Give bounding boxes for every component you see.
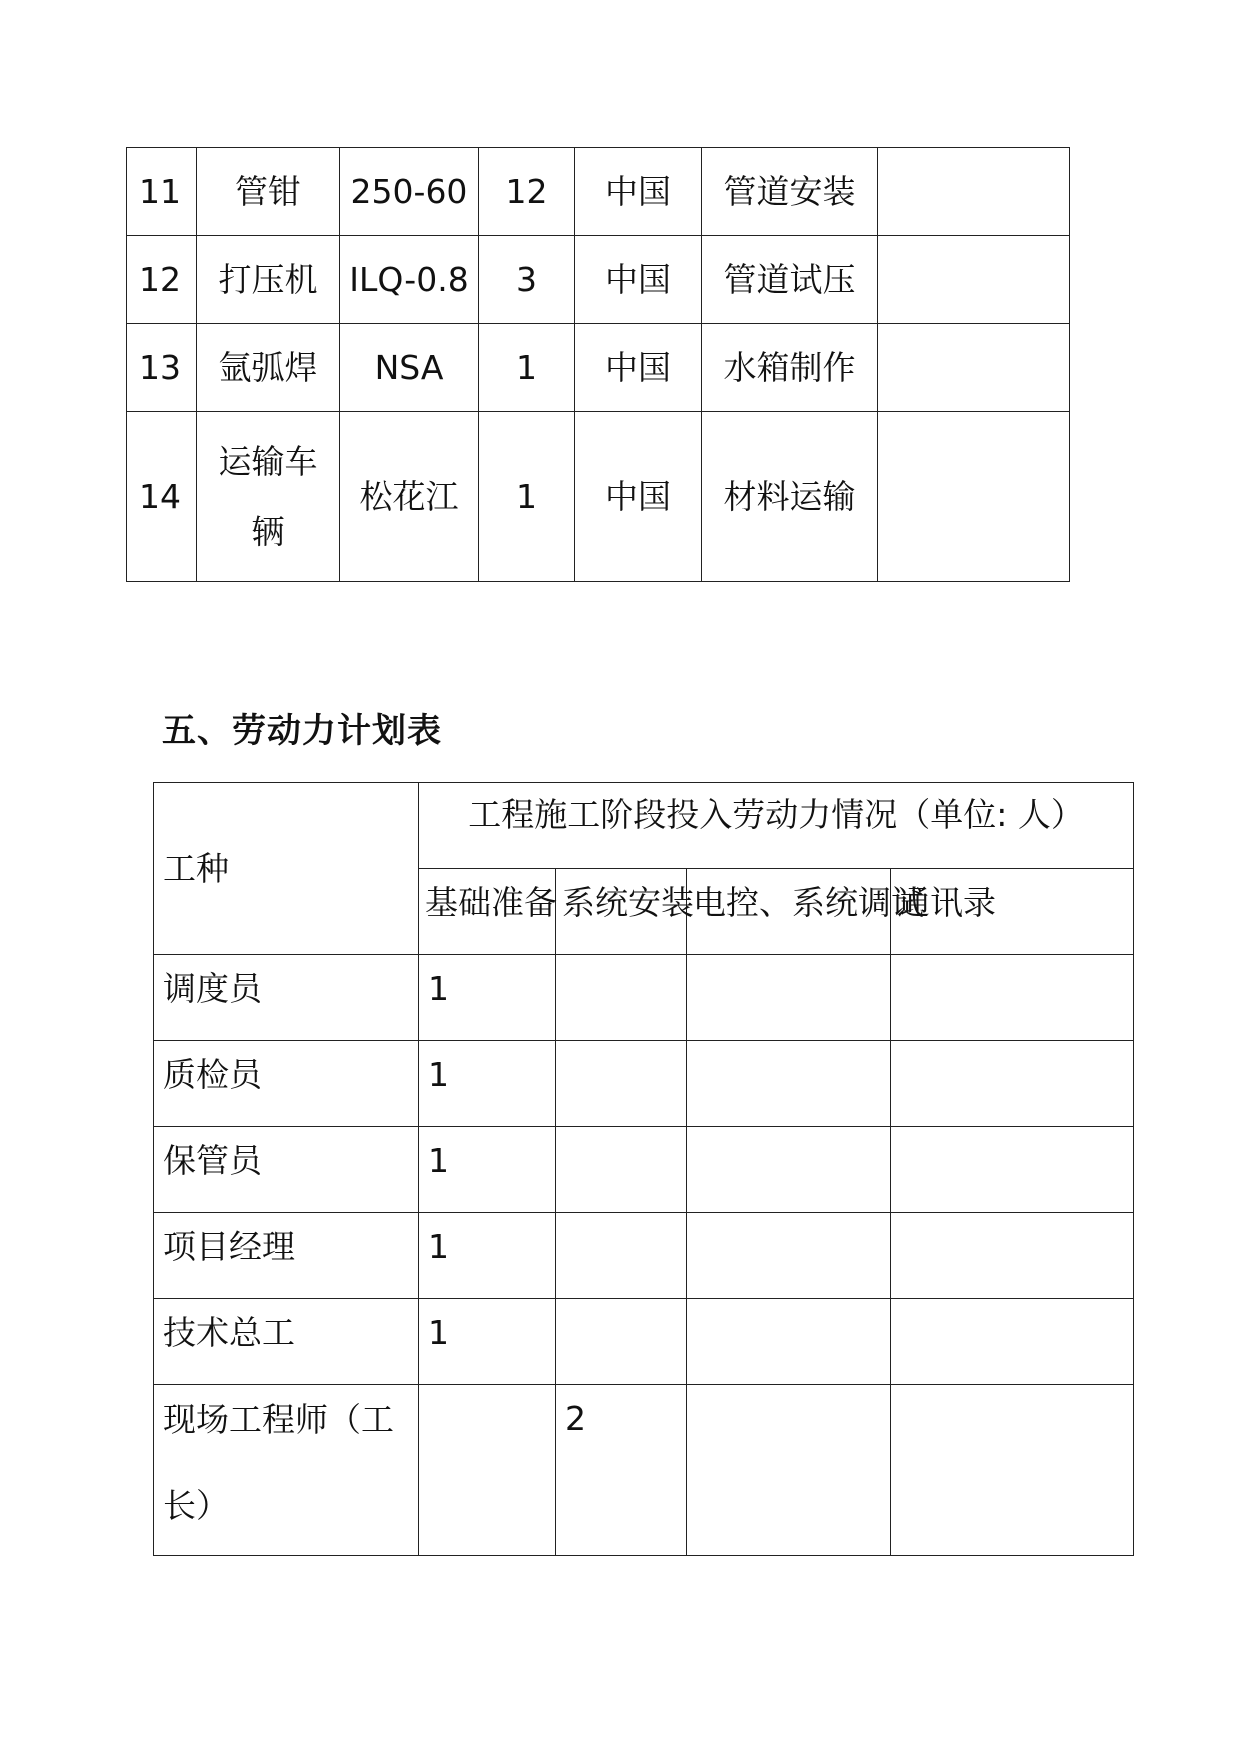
equipment-name: 运输车辆	[197, 412, 340, 582]
value-cell: 1	[419, 1213, 556, 1299]
table-row	[154, 1299, 1134, 1385]
row-number: 14	[127, 412, 197, 582]
table-row	[127, 148, 1070, 236]
table-row	[154, 955, 1134, 1041]
equipment-remark	[878, 236, 1070, 324]
stage-header: 电控、系统调试	[687, 869, 891, 955]
equipment-origin: 中国	[575, 236, 702, 324]
worktype-cell: 技术总工	[154, 1299, 419, 1385]
stage-group-header: 工程施工阶段投入劳动力情况（单位: 人）	[419, 783, 1134, 869]
stage-header: 基础准备	[419, 869, 556, 955]
value-cell	[556, 955, 687, 1041]
value-cell	[556, 1127, 687, 1213]
table-row	[154, 1127, 1134, 1213]
value-cell: 2	[556, 1385, 687, 1556]
value-cell: 1	[419, 1299, 556, 1385]
value-cell	[687, 1385, 891, 1556]
table-row	[127, 412, 1070, 582]
equipment-model: NSA	[340, 324, 479, 412]
equipment-table	[126, 147, 1070, 582]
equipment-name: 氩弧焊	[197, 324, 340, 412]
table-row	[154, 1041, 1134, 1127]
table-row	[127, 324, 1070, 412]
equipment-remark	[878, 324, 1070, 412]
value-cell	[419, 1385, 556, 1556]
value-cell	[891, 1299, 1134, 1385]
worktype-cell: 项目经理	[154, 1213, 419, 1299]
stage-header: 系统安装	[556, 869, 687, 955]
value-cell: 1	[419, 955, 556, 1041]
row-number: 13	[127, 324, 197, 412]
worktype-cell: 质检员	[154, 1041, 419, 1127]
equipment-remark	[878, 412, 1070, 582]
worktype-cell: 现场工程师（工长）	[154, 1385, 419, 1556]
equipment-use: 管道试压	[702, 236, 878, 324]
equipment-model: ILQ-0.8	[340, 236, 479, 324]
value-cell	[891, 1213, 1134, 1299]
value-cell	[687, 1299, 891, 1385]
equipment-use: 水箱制作	[702, 324, 878, 412]
stage-header: 通讯录	[891, 869, 1134, 955]
labor-plan-table	[153, 782, 1134, 1556]
value-cell	[687, 1041, 891, 1127]
value-cell	[687, 1213, 891, 1299]
equipment-use: 管道安装	[702, 148, 878, 236]
worktype-cell: 保管员	[154, 1127, 419, 1213]
value-cell: 1	[419, 1127, 556, 1213]
value-cell	[687, 955, 891, 1041]
value-cell	[891, 1041, 1134, 1127]
section-heading: 五、劳动力计划表	[162, 711, 442, 751]
row-number: 12	[127, 236, 197, 324]
worktype-cell: 调度员	[154, 955, 419, 1041]
equipment-remark	[878, 148, 1070, 236]
table-row	[154, 1385, 1134, 1556]
value-cell	[556, 1041, 687, 1127]
equipment-origin: 中国	[575, 148, 702, 236]
equipment-quantity: 12	[479, 148, 575, 236]
equipment-origin: 中国	[575, 324, 702, 412]
equipment-quantity: 3	[479, 236, 575, 324]
table-row	[127, 236, 1070, 324]
value-cell	[891, 955, 1134, 1041]
row-number: 11	[127, 148, 197, 236]
equipment-quantity: 1	[479, 412, 575, 582]
equipment-name: 打压机	[197, 236, 340, 324]
equipment-model: 松花江	[340, 412, 479, 582]
equipment-model: 250-60	[340, 148, 479, 236]
equipment-use: 材料运输	[702, 412, 878, 582]
value-cell	[556, 1299, 687, 1385]
equipment-origin: 中国	[575, 412, 702, 582]
worktype-header: 工种	[154, 783, 419, 955]
value-cell	[556, 1213, 687, 1299]
value-cell	[891, 1385, 1134, 1556]
value-cell: 1	[419, 1041, 556, 1127]
value-cell	[891, 1127, 1134, 1213]
table-row	[154, 1213, 1134, 1299]
header-row	[154, 783, 1134, 869]
value-cell	[687, 1127, 891, 1213]
equipment-name: 管钳	[197, 148, 340, 236]
equipment-quantity: 1	[479, 324, 575, 412]
